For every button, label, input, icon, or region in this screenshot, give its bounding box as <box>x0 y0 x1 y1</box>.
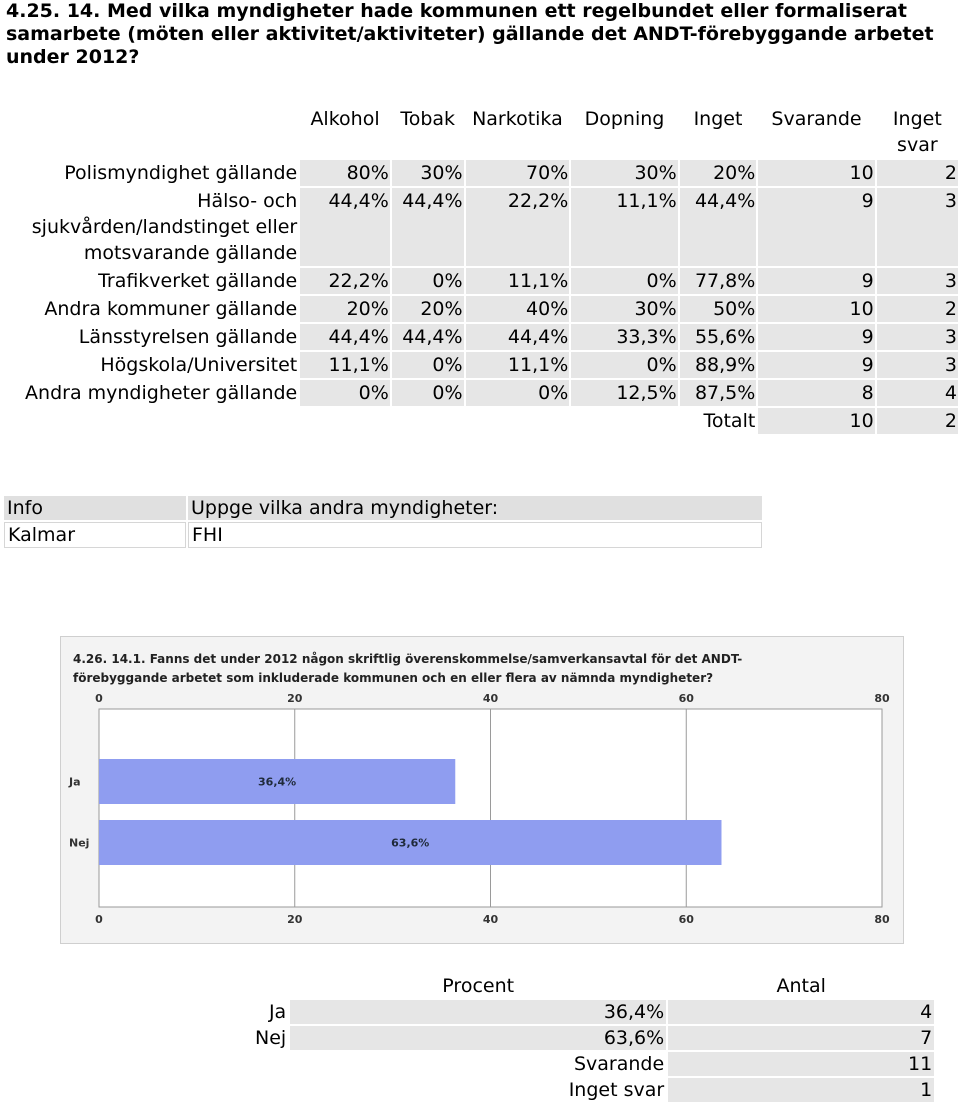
row-label: Hälso- och sjukvården/landstinget eller motsvarande gällande <box>31 190 298 264</box>
row-label: Högskola/Universitet <box>100 354 298 376</box>
chart-tick-label-top: 80 <box>874 692 890 705</box>
summary-header-procent: Procent <box>442 975 515 997</box>
info-municipality: Kalmar <box>4 522 186 548</box>
table-cell: 11,1% <box>300 352 390 378</box>
table-cell: 3 <box>877 188 958 266</box>
row-label: Andra kommuner gällande <box>44 298 298 320</box>
info-header-row <box>4 496 762 520</box>
table-cell: 0% <box>300 380 390 406</box>
table-cell: 9 <box>758 188 874 266</box>
table-cell: 4 <box>877 380 958 406</box>
header-tobak: Tobak <box>400 108 456 130</box>
table-cell: 87,5% <box>680 380 757 406</box>
table-cell: 55,6% <box>680 324 757 350</box>
table-header-row <box>8 106 958 158</box>
summary-row-inget-svar <box>253 1078 934 1102</box>
summary-label-inget-svar: Inget svar <box>568 1079 665 1101</box>
table-cell: 22,2% <box>300 268 390 294</box>
chart-tick-label-bottom: 60 <box>678 913 694 926</box>
total-inget-svar: 2 <box>877 408 958 434</box>
summary-blank <box>253 1078 288 1102</box>
table-cell: 33,3% <box>571 324 677 350</box>
total-row <box>8 408 958 434</box>
table-row <box>8 160 958 186</box>
summary-label-svarande: Svarande <box>573 1053 665 1075</box>
table-cell: 40% <box>466 296 570 322</box>
summary-antal-ja: 4 <box>668 1000 934 1024</box>
table-cell: 9 <box>758 352 874 378</box>
summary-label-nej: Nej <box>255 1027 287 1049</box>
header-alkohol: Alkohol <box>310 108 380 130</box>
header-inget: Inget <box>693 108 743 130</box>
summary-row-svarande <box>253 1052 934 1076</box>
table-cell: 0% <box>466 380 570 406</box>
row-label: Polismyndighet gällande <box>64 162 298 184</box>
chart-data-label: 36,4% <box>258 775 297 789</box>
table-cell: 12,5% <box>571 380 677 406</box>
row-label: Andra myndigheter gällande <box>25 382 298 404</box>
chart-tick-label-top: 20 <box>287 692 303 705</box>
table-cell: 10 <box>758 160 874 186</box>
table-cell: 44,4% <box>300 188 390 266</box>
summary-antal-svarande: 11 <box>668 1052 934 1076</box>
chart-category-label: Ja <box>69 775 81 789</box>
table-cell: 77,8% <box>680 268 757 294</box>
table-cell: 44,4% <box>300 324 390 350</box>
question-title: 4.25. 14. Med vilka myndigheter hade kommunen ett regelbundet eller formaliserat samarbete (möten eller aktivitet/aktiviteter) gällande det ANDT-förebyggande arbetet under 2012? <box>6 0 934 68</box>
chart-tick-label-bottom: 0 <box>95 913 103 926</box>
table-cell: 8 <box>758 380 874 406</box>
summary-row-ja <box>253 1000 934 1024</box>
total-blank <box>571 408 677 434</box>
table-cell: 9 <box>758 324 874 350</box>
table-cell: 2 <box>877 296 958 322</box>
table-cell: 10 <box>758 296 874 322</box>
total-svarande: 10 <box>758 408 874 434</box>
table-cell: 88,9% <box>680 352 757 378</box>
table-row <box>8 188 958 266</box>
table-row <box>8 324 958 350</box>
table-cell: 30% <box>392 160 464 186</box>
info-table <box>2 494 764 550</box>
table-cell: 0% <box>571 268 677 294</box>
total-blank <box>8 408 298 434</box>
table-cell: 2 <box>877 160 958 186</box>
table-cell: 22,2% <box>466 188 570 266</box>
table-cell: 9 <box>758 268 874 294</box>
chart-tick-label-bottom: 20 <box>287 913 303 926</box>
info-row <box>4 522 762 548</box>
chart-tick-label-bottom: 80 <box>874 913 890 926</box>
chart-title-line: förebyggande arbetet som inkluderade kommunen och en eller flera av nämnda myndigheter? <box>73 671 714 685</box>
chart-tick-label-top: 60 <box>678 692 694 705</box>
summary-header-blank <box>253 974 288 998</box>
summary-antal-inget-svar: 1 <box>668 1078 934 1102</box>
bar-chart <box>61 637 903 943</box>
table-cell: 80% <box>300 160 390 186</box>
table-cell: 11,1% <box>466 268 570 294</box>
table-cell: 50% <box>680 296 757 322</box>
table-cell: 0% <box>392 380 464 406</box>
summary-table <box>251 972 936 1104</box>
table-row <box>8 380 958 406</box>
header-dopning: Dopning <box>584 108 665 130</box>
table-cell: 20% <box>680 160 757 186</box>
summary-procent-nej: 63,6% <box>290 1026 666 1050</box>
table-cell: 3 <box>877 268 958 294</box>
table-cell: 0% <box>571 352 677 378</box>
summary-row-nej <box>253 1026 934 1050</box>
summary-procent-ja: 36,4% <box>290 1000 666 1024</box>
table-cell: 0% <box>392 352 464 378</box>
chart-category-label: Nej <box>69 836 90 850</box>
row-label: Trafikverket gällande <box>98 270 298 292</box>
table-cell: 3 <box>877 352 958 378</box>
summary-header-antal: Antal <box>776 975 826 997</box>
info-authorities: FHI <box>188 522 762 548</box>
chart-data-label: 63,6% <box>391 836 430 850</box>
table-cell: 0% <box>392 268 464 294</box>
table-cell: 44,4% <box>466 324 570 350</box>
table-cell: 20% <box>392 296 464 322</box>
header-blank <box>8 106 298 158</box>
table-cell: 3 <box>877 324 958 350</box>
total-label: Totalt <box>703 410 756 432</box>
table-cell: 44,4% <box>680 188 757 266</box>
table-cell: 44,4% <box>392 188 464 266</box>
total-blank <box>392 408 464 434</box>
table-row <box>8 352 958 378</box>
header-svarande: Svarande <box>771 108 862 130</box>
summary-blank <box>253 1052 288 1076</box>
table-row <box>8 268 958 294</box>
results-table <box>6 104 960 436</box>
table-row <box>8 296 958 322</box>
row-label: Länsstyrelsen gällande <box>78 326 298 348</box>
header-inget-svar: Inget svar <box>892 108 942 156</box>
chart-tick-label-bottom: 40 <box>482 913 499 926</box>
summary-label-ja: Ja <box>268 1001 287 1023</box>
total-blank <box>466 408 570 434</box>
chart-title-line: 4.26. 14.1. Fanns det under 2012 någon skriftlig överenskommelse/samverkansavtal för det ANDT- <box>73 652 743 666</box>
table-cell: 20% <box>300 296 390 322</box>
table-cell: 11,1% <box>571 188 677 266</box>
summary-header-row <box>253 974 934 998</box>
info-col2-header: Uppge vilka andra myndigheter: <box>188 496 762 520</box>
info-col1-header: Info <box>4 496 186 520</box>
chart-tick-label-top: 40 <box>482 692 499 705</box>
header-narkotika: Narkotika <box>472 108 563 130</box>
table-cell: 30% <box>571 160 677 186</box>
table-cell: 30% <box>571 296 677 322</box>
table-cell: 70% <box>466 160 570 186</box>
table-cell: 44,4% <box>392 324 464 350</box>
total-blank <box>300 408 390 434</box>
table-cell: 11,1% <box>466 352 570 378</box>
bar-chart-panel <box>60 636 904 944</box>
chart-tick-label-top: 0 <box>95 692 103 705</box>
summary-antal-nej: 7 <box>668 1026 934 1050</box>
